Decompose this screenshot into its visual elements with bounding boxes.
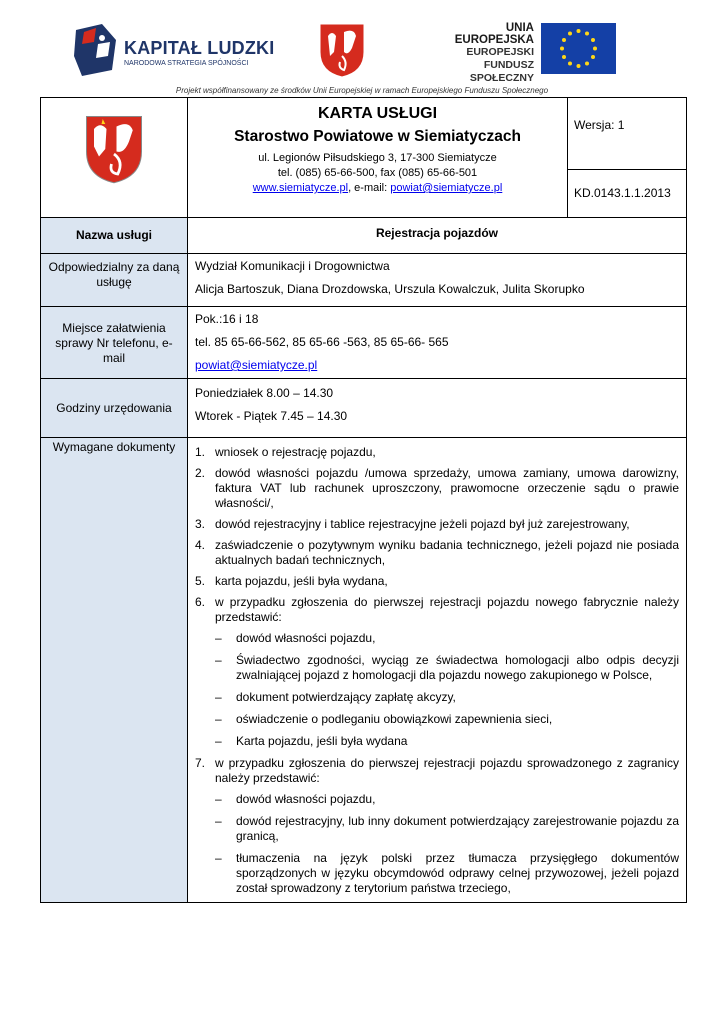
document-item-5: karta pojazdu, jeśli była wydana,: [215, 574, 388, 588]
document-code: KD.0143.1.1.2013: [574, 186, 671, 200]
list-item: 5. karta pojazdu, jeśli była wydana,: [195, 574, 388, 588]
responsible-value: [188, 254, 687, 307]
item6-sub1: dowód własności pojazdu,: [236, 631, 376, 645]
office-contact-line: [194, 181, 561, 196]
document-item-6: w przypadku zgłoszenia do pierwszej rejestracji pojazdu nowego fabrycznie należy przedstawić:: [215, 595, 679, 624]
email-link[interactable]: powiat@siemiatycze.pl: [390, 182, 503, 194]
item6-sub2: Świadectwo zgodności, wyciąg ze świadectwa homologacji albo odpis decyzji zwalniającej pojazd z homologacji dla pojazdu nowego zakupionego w Polsce,: [236, 653, 679, 682]
website-link[interactable]: www.siemiatycze.pl: [252, 182, 349, 194]
sublist-item: – oświadczenie o podleganiu obowiązkowi zapewnienia sieci,: [215, 712, 553, 726]
list-item: 3. dowód rejestracyjny i tablice rejestracyjne jeżeli pojazd był już zarejestrowany,: [195, 517, 630, 531]
item7-sub1: dowód własności pojazdu,: [236, 792, 376, 806]
version-label: Wersja: 1: [574, 118, 625, 132]
sublist-item: – dowód rejestracyjny, lub inny dokument potwierdzający zarejestrowanie pojazdu za granicą,: [215, 814, 679, 843]
sublist-item: – dokument potwierdzający zapłatę akcyzy,: [215, 690, 456, 704]
service-label: Nazwa usługi: [41, 218, 188, 254]
service-card-table: [40, 97, 687, 903]
version-cell: [568, 98, 687, 170]
responsible-label: Odpowiedzialny za daną usługę: [41, 254, 188, 307]
ue-line3: FUNDUSZ SPOŁECZNY: [469, 59, 534, 84]
list-item: 2. dowód własności pojazdu /umowa sprzedaży, umowa zamiany, umowa darowizny, faktura VAT lub rachunek uproszczony, prawomocne orzeczenie sądu o prawie własności/,: [195, 466, 679, 510]
imported-vehicle-sublist: [215, 792, 679, 896]
place-label: Miejsce załatwienia sprawy Nr telefonu, e-mail: [41, 307, 188, 379]
sublist-item: – dowód własności pojazdu,: [215, 631, 376, 645]
ue-line1: UNIA EUROPEJSKA: [454, 22, 534, 46]
hours-label: Godziny urzędowania: [41, 379, 188, 438]
office-phones: tel. (085) 65-66-500, fax (085) 65-66-501: [277, 167, 478, 179]
hours-value: [188, 379, 687, 438]
documents-label: Wymagane dokumenty: [41, 438, 188, 903]
phone-numbers: tel. 85 65-66-562, 85 65-66 -563, 85 65-66- 565: [195, 335, 449, 349]
item6-sub3: dokument potwierdzający zapłatę akcyzy,: [236, 690, 456, 704]
item6-sub4: oświadczenie o podleganiu obowiązkowi zapewnienia sieci,: [236, 712, 553, 726]
item7-sub3: tłumaczenia na język polski przez tłumacza przysięgłego dokumentów sporządzonych w języku obcymdowód odprawy celnej przywozowej, jeżeli pojazd został sprowadzony z terytorium państwa trzeciego,: [236, 851, 679, 895]
document-item-3: dowód rejestracyjny i tablice rejestracyjne jeżeli pojazd był już zarejestrowany,: [215, 517, 630, 531]
place-value: [188, 307, 687, 379]
document-item-2: dowód własności pojazdu /umowa sprzedaży, umowa zamiany, umowa darowizny, faktura VAT lub rachunek uproszczony, prawomocne orzeczenie sądu o prawie własności/,: [215, 466, 679, 510]
sublist-item: – Świadectwo zgodności, wyciąg ze świadectwa homologacji albo odpis decyzji zwalniającej pojazd z homologacji dla pojazdu nowego zakupionego w Polsce,: [215, 653, 679, 682]
email-label: , e-mail:: [348, 182, 391, 194]
place-row: [41, 307, 687, 379]
document-item-1: wniosek o rejestrację pojazdu,: [215, 445, 376, 459]
eu-stars-icon: [541, 23, 616, 74]
place-email-link[interactable]: powiat@siemiatycze.pl: [195, 358, 318, 372]
ue-line2: EUROPEJSKI: [466, 46, 534, 58]
kapital-ludzki-subtitle: NARODOWA STRATEGIA SPÓJNOŚCI: [124, 60, 249, 67]
logo-bar: [0, 0, 724, 85]
hours-monday: Poniedziałek 8.00 – 14.30: [195, 386, 334, 400]
service-value: Rejestracja pojazdów: [188, 218, 687, 254]
sublist-item: – dowód własności pojazdu,: [215, 792, 376, 806]
responsible-row: [41, 254, 687, 307]
kapital-ludzki-logo: [72, 22, 275, 80]
list-item: 6. w przypadku zgłoszenia do pierwszej rejestracji pojazdu nowego fabrycznie należy przedstawić: – dowód własności pojazdu, – Świadectwo zgodności, wyciąg ze świadectwa homologacji albo odpis decyzji zwalniającej pojazd z homologacji dla pojazdu nowego zakupionego w Polsce, – dokument potwierdzający zapłatę akcyzy, – oświadczenie o podleganiu obowiązkowi zapewnienia sieci, – Karta pojazdu, jeśli była wydana: [195, 595, 679, 748]
document-item-4: zaświadczenie o pozytywnym wyniku badania technicznego, jeżeli pojazd nie posiada aktualnych badań technicznych,: [215, 538, 679, 567]
card-crest-icon: [84, 113, 144, 185]
office-name: Starostwo Powiatowe w Siemiatyczach: [234, 128, 521, 145]
item7-sub2: dowód rejestracyjny, lub inny dokument potwierdzający zarejestrowanie pojazdu za granicą,: [236, 814, 679, 843]
sublist-item: – tłumaczenia na język polski przez tłumacza przysięgłego dokumentów sporządzonych w języku obcymdowód odprawy celnej przywozowej, jeżeli pojazd został sprowadzony z terytorium państwa trzeciego,: [215, 851, 679, 895]
funding-note: Projekt współfinansowany ze środków Unii Europejskiej w ramach Europejskiego Funduszu Społecznego: [175, 86, 549, 95]
card-header-center: [188, 98, 568, 218]
department-name: Wydział Komunikacji i Drogownictwa: [195, 259, 390, 273]
eu-flag-icon: [541, 23, 616, 74]
documents-value: [188, 438, 687, 903]
item6-sub5: Karta pojazdu, jeśli była wydana: [236, 734, 408, 748]
hours-row: [41, 379, 687, 438]
hours-tue-fri: Wtorek - Piątek 7.45 – 14.30: [195, 409, 348, 423]
document-item-7: w przypadku zgłoszenia do pierwszej rejestracji pojazdu sprowadzonego z zagranicy należy przedstawić:: [215, 756, 679, 785]
sublist-item: – Karta pojazdu, jeśli była wydana: [215, 734, 408, 748]
kapital-ludzki-emblem-icon: [72, 22, 120, 80]
eu-text-logo: [424, 22, 534, 84]
documents-list: [188, 445, 679, 896]
service-name-row: [41, 218, 687, 254]
documents-row: [41, 438, 687, 903]
card-crest-cell: [41, 98, 188, 218]
list-item: 4. zaświadczenie o pozytywnym wyniku badania technicznego, jeżeli pojazd nie posiada aktualnych badań technicznych,: [195, 538, 679, 567]
code-cell: [568, 170, 687, 218]
office-address: ul. Legionów Piłsudskiego 3, 17-300 Siemiatycze: [258, 152, 497, 164]
list-item: 1. wniosek o rejestrację pojazdu,: [195, 445, 376, 459]
list-item: 7. w przypadku zgłoszenia do pierwszej rejestracji pojazdu sprowadzonego z zagranicy należy przedstawić: – dowód własności pojazdu, – dowód rejestracyjny, lub inny dokument potwierdzający zarejestrowanie pojazdu za granicą, – tłumaczenia na język polski przez tłumacza przysięgłego dokumentów sporządzonych w języku obcymdowód odprawy celnej przywozowej, jeżeli pojazd został sprowadzony z terytorium państwa trzeciego,: [195, 756, 679, 895]
card-title: KARTA USŁUGI: [317, 105, 438, 122]
new-vehicle-sublist: [215, 631, 679, 749]
podlaskie-crest-icon: [318, 22, 366, 78]
staff-names: Alicja Bartoszuk, Diana Drozdowska, Urszula Kowalczuk, Julita Skorupko: [195, 282, 585, 296]
card-header-row: [41, 98, 687, 170]
kapital-ludzki-title: KAPITAŁ LUDZKI: [124, 38, 275, 58]
room-number: Pok.:16 i 18: [195, 312, 259, 326]
